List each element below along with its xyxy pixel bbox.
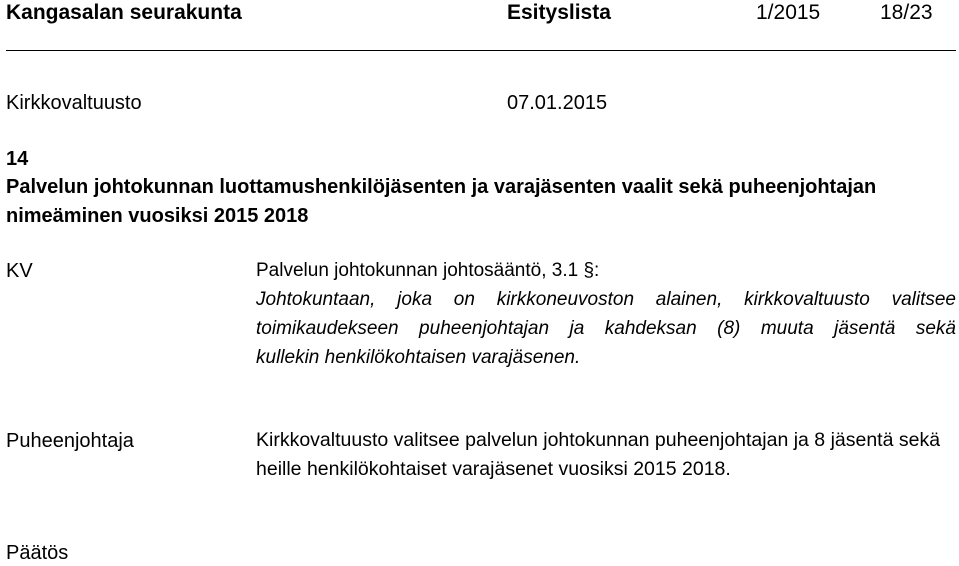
quote-line: toimikaudekseen puheenjohtajan ja kahdeksan (8) muuta jäsentä sekä (256, 318, 956, 339)
chair-proposal: Kirkkovaltuusto valitsee palvelun johtokunnan puheenjohtajan ja 8 jäsentä sekä heille henkilökohtaiset varajäsenet vuosiksi 2015 2018. (256, 429, 941, 480)
header-divider (6, 50, 956, 51)
item-number: 14 (6, 148, 29, 170)
item-title: Palvelun johtokunnan luottamushenkilöjäsenten ja varajäsenten vaalit sekä puheenjohtajan nimeäminen vuosiksi 2015 2018 (6, 176, 877, 227)
quote-line: Johtokuntaan, joka on kirkkoneuvoston alainen, kirkkovaltuusto valitsee (256, 289, 956, 310)
organization-name: Kangasalan seurakunta (6, 1, 242, 24)
reference-title: Palvelun johtokunnan johtosääntö, 3.1 §: (256, 260, 600, 281)
quote-line: kullekin henkilökohtaisen varajäsenen. (256, 347, 581, 368)
document-type: Esityslista (507, 1, 611, 24)
issue-number: 1/2015 (756, 1, 821, 24)
meeting-body: Kirkkovaltuusto (6, 92, 142, 114)
meeting-date: 07.01.2015 (507, 92, 608, 114)
section-label-chair: Puheenjohtaja (6, 430, 134, 452)
page-number: 18/23 (880, 1, 933, 24)
kv-section-body (256, 256, 956, 372)
regulation-quote (256, 285, 956, 372)
section-label-decision: Päätös (6, 542, 69, 564)
section-label-kv: KV (6, 260, 33, 282)
